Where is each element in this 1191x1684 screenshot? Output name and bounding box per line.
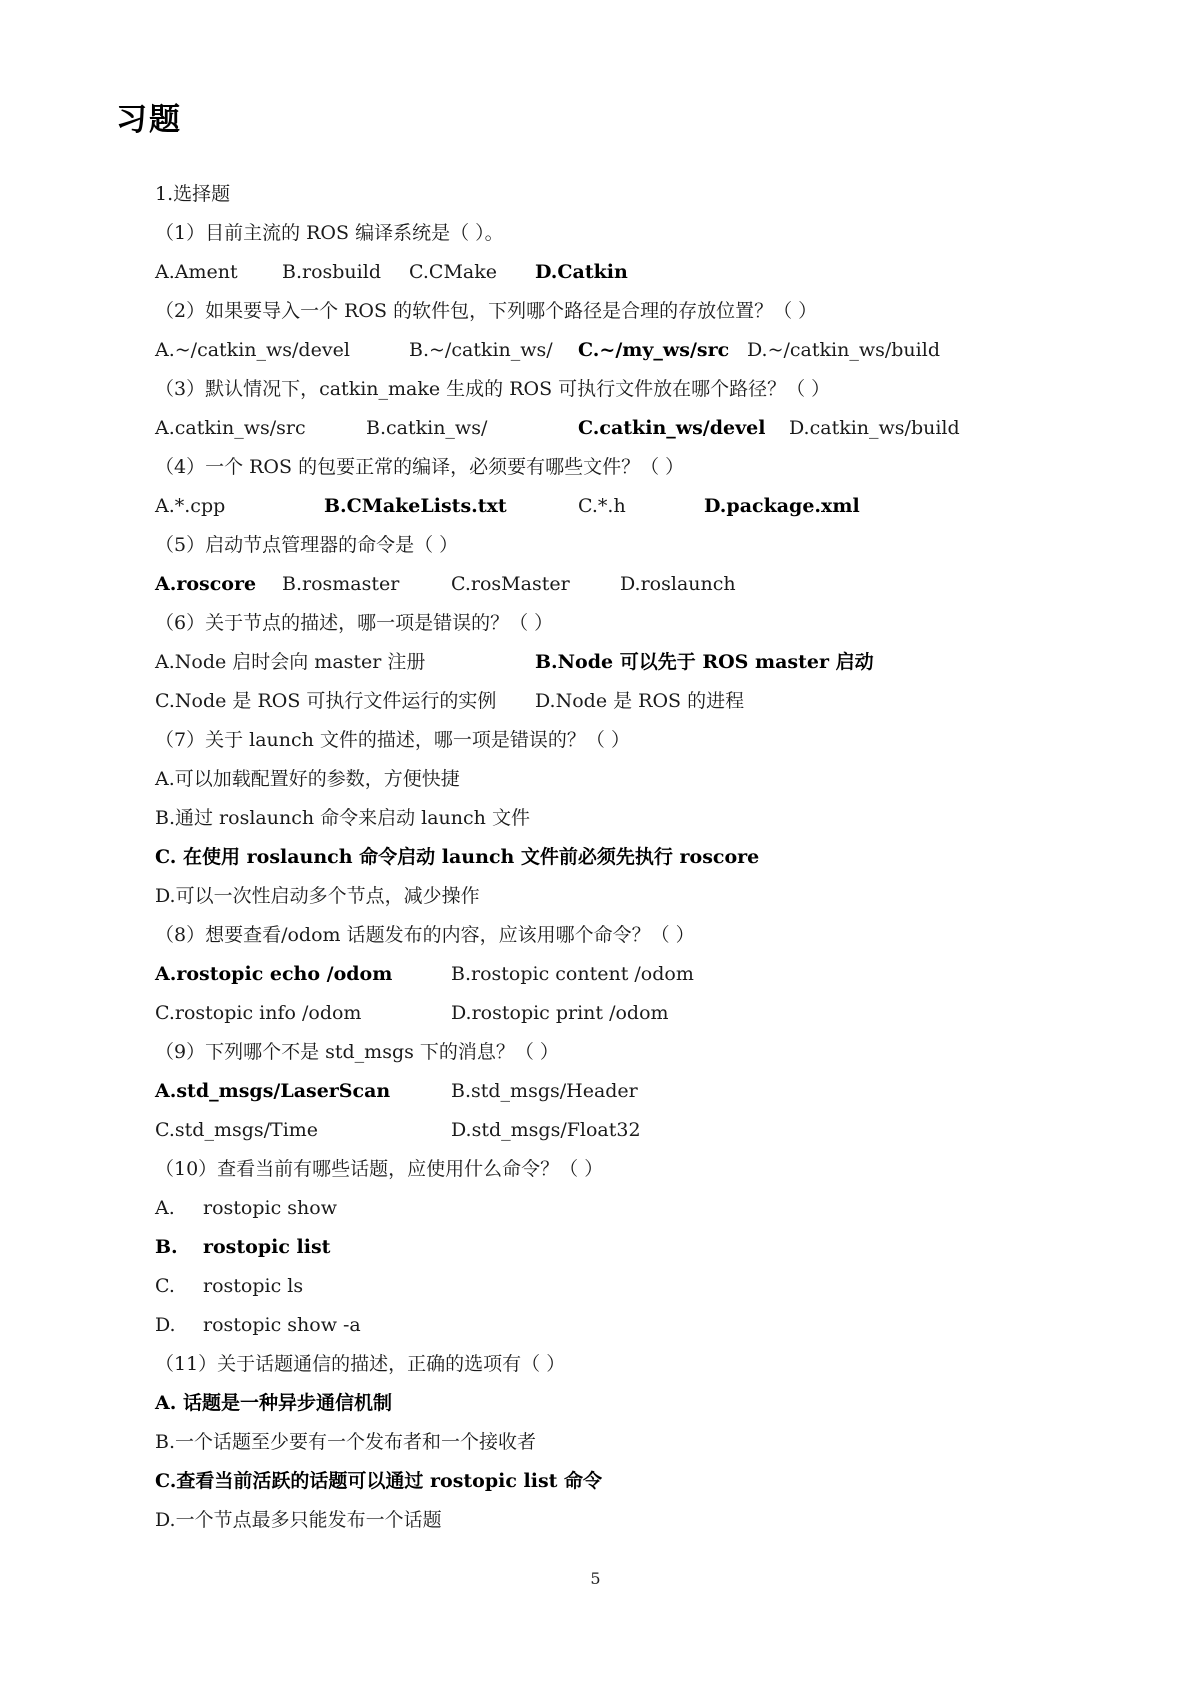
text-line <box>0 1347 1191 1381</box>
text-segment: （4）一个 ROS 的包要正常的编译，必须要有哪些文件？（ ） <box>155 456 685 478</box>
text-line <box>0 255 1191 289</box>
text-segment: A.*.cpp <box>155 495 226 517</box>
text-segment: B.rostopic content /odom <box>451 963 694 985</box>
text-line <box>0 1035 1191 1069</box>
text-segment: C.*.h <box>578 495 626 517</box>
text-segment: rostopic ls <box>203 1275 304 1297</box>
text-line <box>0 1464 1191 1498</box>
text-segment: C.Node 是 ROS 可执行文件运行的实例 <box>155 690 497 712</box>
text-line <box>0 1113 1191 1147</box>
text-segment: B.std_msgs/Header <box>451 1080 638 1102</box>
text-line <box>0 1191 1191 1225</box>
answer-option-highlighted: A.roscore <box>155 573 257 595</box>
text-segment: B.一个话题至少要有一个发布者和一个接收者 <box>155 1431 537 1453</box>
text-segment: A.可以加载配置好的参数，方便快捷 <box>155 768 460 790</box>
text-line <box>0 1269 1191 1303</box>
text-segment: （10）查看当前有哪些话题，应使用什么命令？（ ） <box>155 1158 604 1180</box>
text-segment: （2）如果要导入一个 ROS 的软件包，下列哪个路径是合理的存放位置？（ ） <box>155 300 818 322</box>
answer-option-highlighted: C. 在使用 roslaunch 命令启动 launch 文件前必须先执行 roscore <box>155 846 760 868</box>
text-segment: B.~/catkin_ws/ <box>409 339 553 361</box>
text-segment: D.可以一次性启动多个节点，减少操作 <box>155 885 480 907</box>
text-segment: D.roslaunch <box>620 573 736 595</box>
text-line <box>0 1230 1191 1264</box>
text-segment: C.rosMaster <box>451 573 570 595</box>
text-segment: （8）想要查看/odom 话题发布的内容，应该用哪个命令？（ ） <box>155 924 695 946</box>
answer-option-highlighted: B.Node 可以先于 ROS master 启动 <box>535 651 874 673</box>
text-line <box>0 567 1191 601</box>
text-segment: （11）关于话题通信的描述，正确的选项有（ ） <box>155 1353 566 1375</box>
text-line <box>0 1386 1191 1420</box>
text-line <box>0 177 1191 211</box>
answer-option-highlighted: B.CMakeLists.txt <box>324 495 507 517</box>
text-segment: （9）下列哪个不是 std_msgs 下的消息？（ ） <box>155 1041 559 1063</box>
text-segment: D.std_msgs/Float32 <box>451 1119 641 1141</box>
text-segment: A. <box>155 1197 175 1219</box>
text-segment: C.CMake <box>409 261 497 283</box>
text-line <box>0 801 1191 835</box>
text-segment: C.std_msgs/Time <box>155 1119 319 1141</box>
text-segment: D.Node 是 ROS 的进程 <box>535 690 745 712</box>
text-segment: （5）启动节点管理器的命令是（ ） <box>155 534 459 556</box>
answer-option-highlighted: rostopic list <box>203 1236 331 1258</box>
text-segment: D.catkin_ws/build <box>789 417 960 439</box>
text-line <box>0 1308 1191 1342</box>
answer-option-highlighted: B. <box>155 1236 178 1258</box>
text-segment: D.一个节点最多只能发布一个话题 <box>155 1509 442 1531</box>
text-segment: B.catkin_ws/ <box>366 417 488 439</box>
text-line <box>0 918 1191 952</box>
text-segment: （7）关于 launch 文件的描述，哪一项是错误的？（ ） <box>155 729 630 751</box>
text-line <box>0 1503 1191 1537</box>
text-line <box>0 840 1191 874</box>
text-segment: rostopic show -a <box>203 1314 361 1336</box>
answer-option-highlighted: C.查看当前活跃的话题可以通过 rostopic list 命令 <box>155 1470 603 1492</box>
text-line <box>0 606 1191 640</box>
answer-option-highlighted: A.rostopic echo /odom <box>155 963 393 985</box>
text-line <box>0 294 1191 328</box>
answer-option-highlighted: D.Catkin <box>535 261 628 283</box>
text-segment: （3）默认情况下，catkin_make 生成的 ROS 可执行文件放在哪个路径？（ ） <box>155 378 831 400</box>
text-segment: A.Ament <box>155 261 238 283</box>
text-line <box>0 411 1191 445</box>
text-line <box>0 489 1191 523</box>
answer-option-highlighted: A. 话题是一种异步通信机制 <box>155 1392 392 1414</box>
page-title: 习题 <box>116 102 182 138</box>
text-segment: A.Node 启时会向 master 注册 <box>155 651 426 673</box>
text-segment: C. <box>155 1275 175 1297</box>
text-segment: A.catkin_ws/src <box>155 417 306 439</box>
text-segment: B.通过 roslaunch 命令来启动 launch 文件 <box>155 807 530 829</box>
text-line <box>0 762 1191 796</box>
text-segment: 1.选择题 <box>155 183 231 205</box>
text-line <box>0 372 1191 406</box>
answer-option-highlighted: C.catkin_ws/devel <box>578 417 766 439</box>
text-segment: D. <box>155 1314 176 1336</box>
answer-option-highlighted: C.~/my_ws/src <box>578 339 730 361</box>
text-segment: （6）关于节点的描述，哪一项是错误的？（ ） <box>155 612 554 634</box>
text-line <box>0 1074 1191 1108</box>
text-line <box>0 1152 1191 1186</box>
text-segment: A.~/catkin_ws/devel <box>155 339 350 361</box>
text-segment: B.rosmaster <box>282 573 400 595</box>
text-segment: B.rosbuild <box>282 261 381 283</box>
text-line <box>0 879 1191 913</box>
text-line <box>0 450 1191 484</box>
text-segment: rostopic show <box>203 1197 337 1219</box>
page-number: 5 <box>590 1569 601 1588</box>
text-segment: D.~/catkin_ws/build <box>747 339 940 361</box>
text-line <box>0 645 1191 679</box>
answer-option-highlighted: D.package.xml <box>704 495 860 517</box>
text-line <box>0 216 1191 250</box>
text-segment: D.rostopic print /odom <box>451 1002 669 1024</box>
text-line <box>0 1425 1191 1459</box>
text-line <box>0 684 1191 718</box>
text-line <box>0 996 1191 1030</box>
text-line <box>0 723 1191 757</box>
text-line <box>0 528 1191 562</box>
text-line <box>0 957 1191 991</box>
text-line <box>0 333 1191 367</box>
answer-option-highlighted: A.std_msgs/LaserScan <box>155 1080 391 1102</box>
text-segment: C.rostopic info /odom <box>155 1002 362 1024</box>
text-segment: （1）目前主流的 ROS 编译系统是（ ）。 <box>155 222 504 244</box>
